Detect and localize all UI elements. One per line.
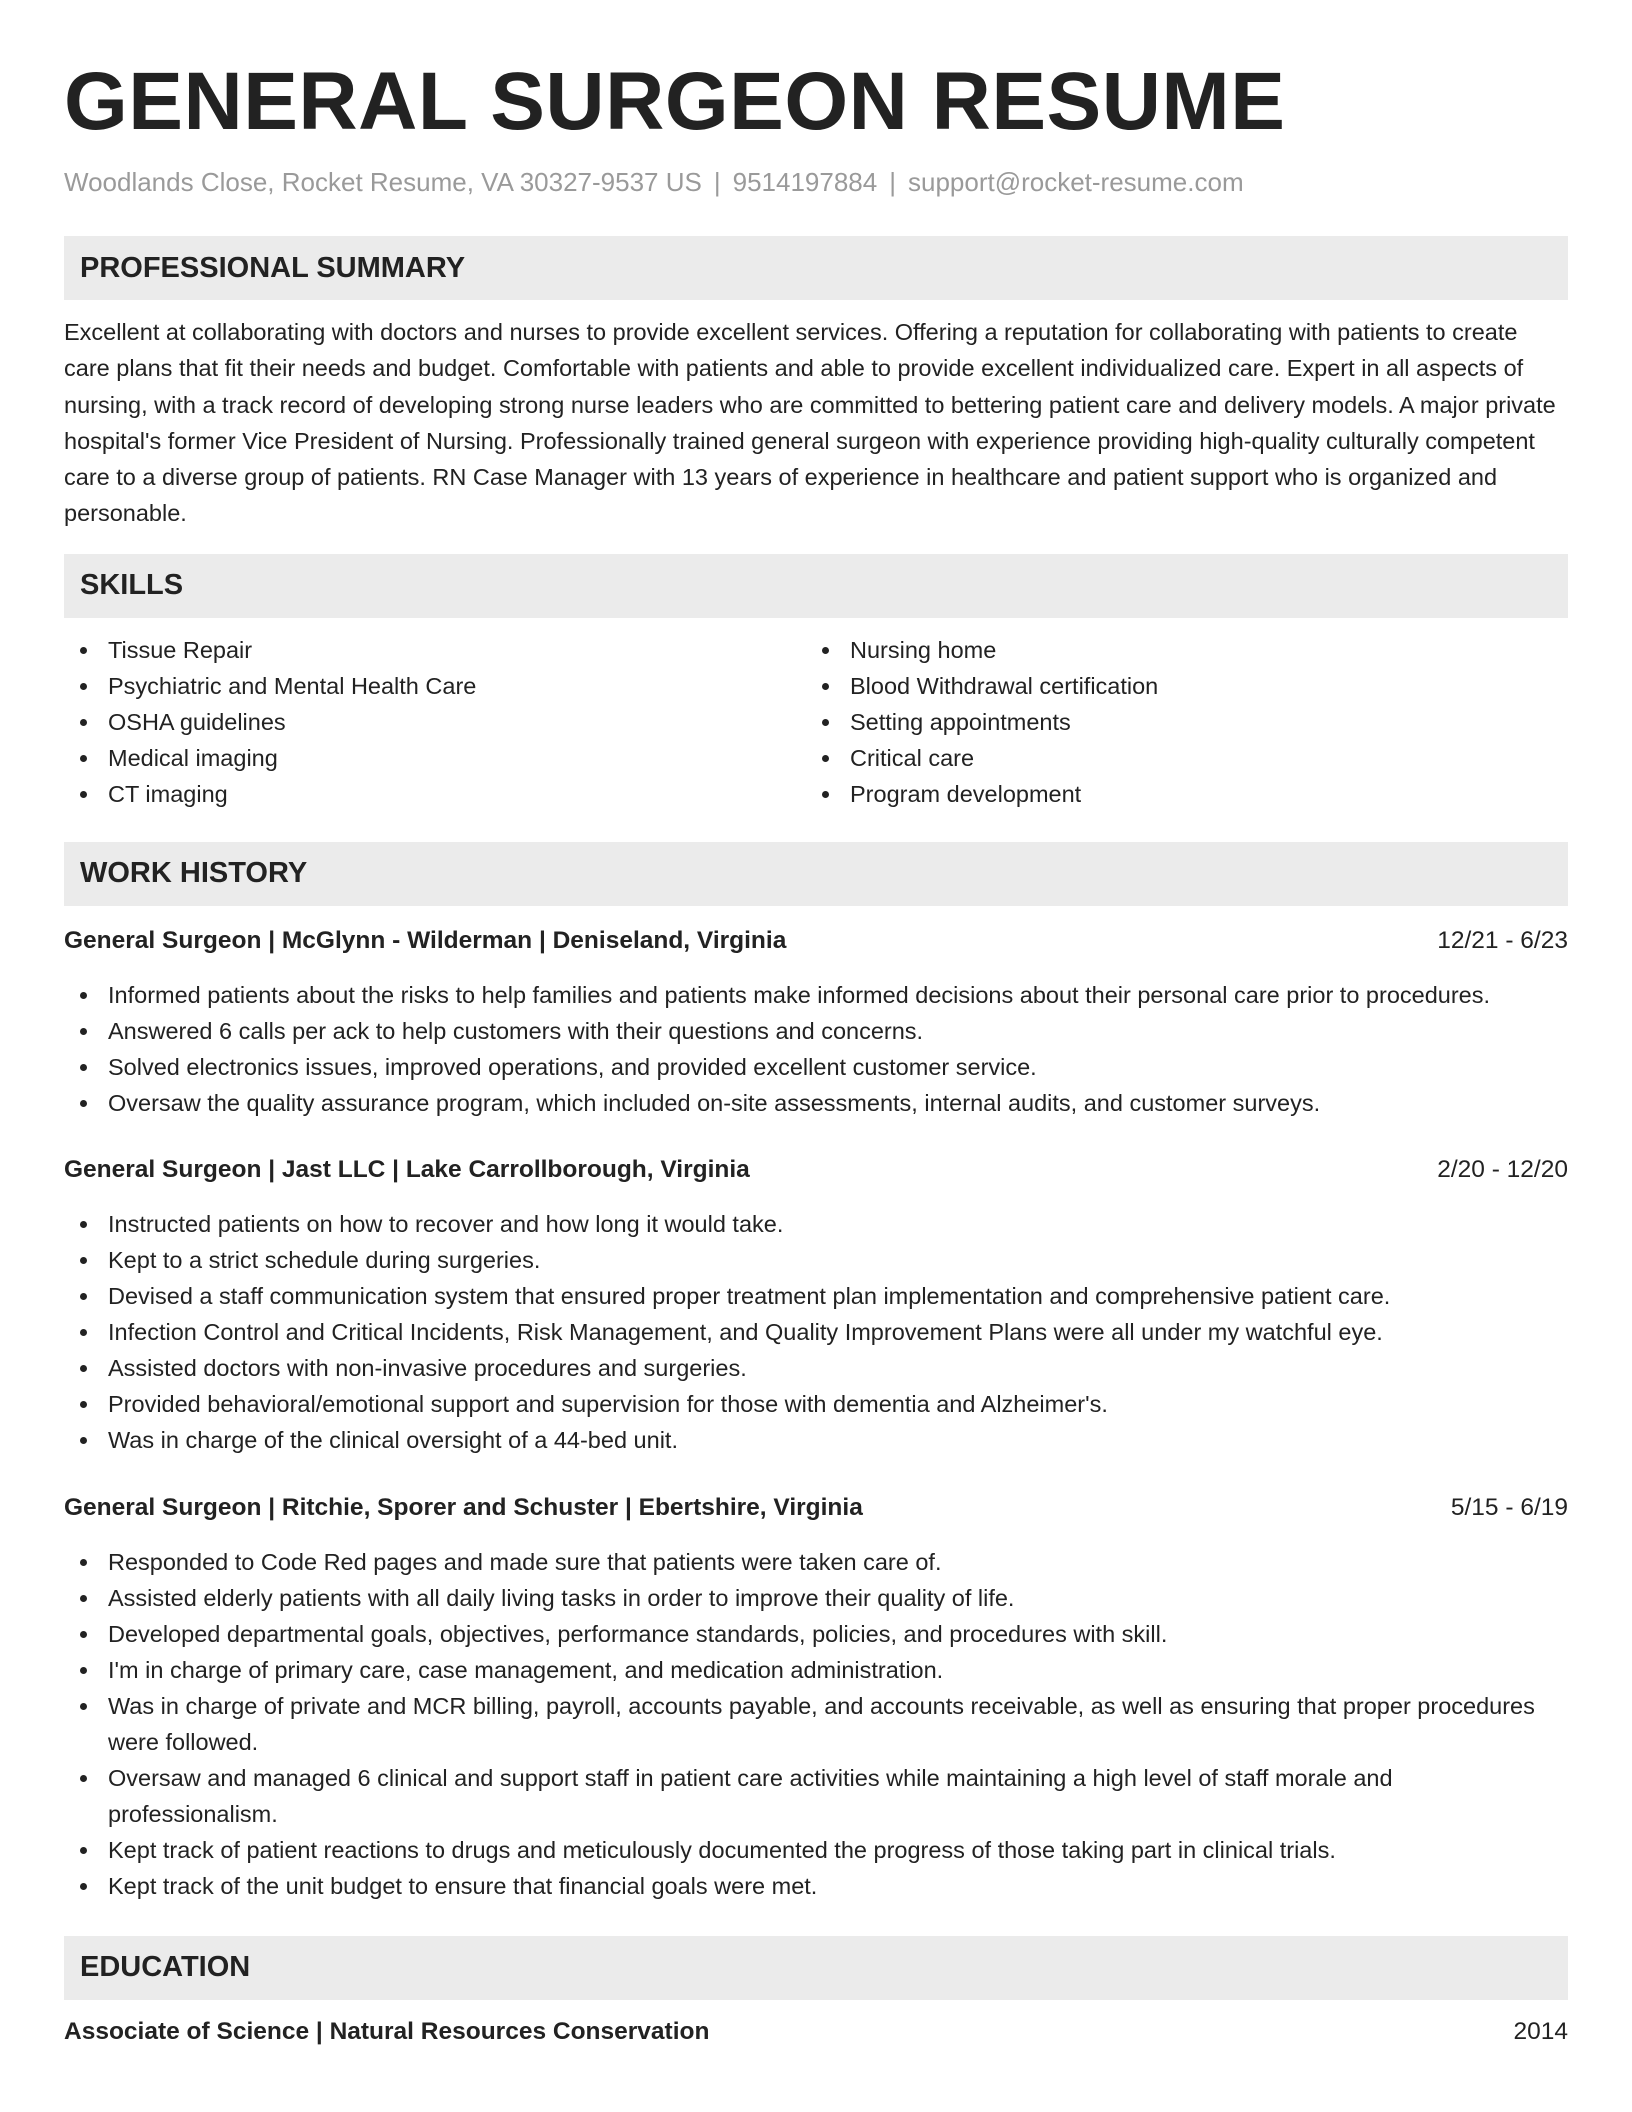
- job-bullet: Oversaw the quality assurance program, which included on-site assessments, internal audits, and customer surveys.: [64, 1085, 1568, 1121]
- job-bullet: Kept track of the unit budget to ensure that financial goals were met.: [64, 1868, 1568, 1904]
- job-title: General Surgeon | Ritchie, Sporer and Schuster | Ebertshire, Virginia: [64, 1493, 863, 1521]
- job-bullet: Was in charge of private and MCR billing, payroll, accounts payable, and accounts receivable, as well as ensuring that proper procedures were followed.: [64, 1688, 1568, 1760]
- skill-item: CT imaging: [64, 776, 806, 812]
- section-header-summary: PROFESSIONAL SUMMARY: [64, 236, 1568, 300]
- job-title: General Surgeon | McGlynn - Wilderman | Deniseland, Virginia: [64, 926, 787, 954]
- summary-text: Excellent at collaborating with doctors and nurses to provide excellent services. Offering a reputation for collaborating with patients to create care plans that fit their needs and budget. Comfortable with patients and able to provide excellent individualized care. Expert in all aspects of nursing, with a track record of developing strong nurse leaders who are committed to bettering patient care and delivery models. A major private hospital's former Vice President of Nursing. Professionally trained general surgeon with experience providing high-quality culturally competent care to a diverse group of patients. RN Case Manager with 13 years of experience in healthcare and patient support who is organized and personable.: [64, 319, 1556, 527]
- job-bullet: Solved electronics issues, improved operations, and provided excellent customer service.: [64, 1049, 1568, 1085]
- contact-email: support@rocket-resume.com: [907, 167, 1244, 197]
- skills-list: [64, 632, 1568, 812]
- job-bullet: Kept to a strict schedule during surgeries.: [64, 1242, 1568, 1278]
- resume-page: [64, 52, 1568, 2050]
- job-header: [64, 1490, 1568, 1526]
- education-year: 2014: [1513, 2017, 1568, 2045]
- skill-item: Critical care: [806, 740, 1548, 776]
- job-bullets: [64, 1206, 1568, 1458]
- job-entry: [64, 923, 1568, 1121]
- job-bullet: Developed departmental goals, objectives, performance standards, policies, and procedures with skill.: [64, 1616, 1568, 1652]
- job-bullet: Was in charge of the clinical oversight of a 44-bed unit.: [64, 1422, 1568, 1458]
- job-header: [64, 923, 1568, 959]
- section-header-work: WORK HISTORY: [64, 842, 1568, 906]
- skill-item: Psychiatric and Mental Health Care: [64, 668, 806, 704]
- job-bullets: [64, 977, 1568, 1121]
- job-title: General Surgeon | Jast LLC | Lake Carrollborough, Virginia: [64, 1155, 750, 1183]
- skill-item: OSHA guidelines: [64, 704, 806, 740]
- job-bullet: I'm in charge of primary care, case management, and medication administration.: [64, 1652, 1568, 1688]
- skill-item: Setting appointments: [806, 704, 1548, 740]
- education-entry: [64, 2014, 1568, 2050]
- contact-separator: |: [713, 167, 721, 197]
- resume-title: GENERAL SURGEON RESUME: [64, 56, 1286, 147]
- skills-column-left: [64, 632, 806, 812]
- job-bullet: Responded to Code Red pages and made sure that patients were taken care of.: [64, 1544, 1568, 1580]
- skills-column-right: [806, 632, 1548, 812]
- job-entry: [64, 1490, 1568, 1904]
- skill-item: Blood Withdrawal certification: [806, 668, 1548, 704]
- contact-address: Woodlands Close, Rocket Resume, VA 30327-9537 US: [64, 167, 702, 197]
- contact-line: [64, 164, 1568, 200]
- job-header: [64, 1152, 1568, 1188]
- job-dates: 2/20 - 12/20: [1437, 1155, 1568, 1183]
- job-bullet: Assisted elderly patients with all daily living tasks in order to improve their quality of life.: [64, 1580, 1568, 1616]
- job-dates: 12/21 - 6/23: [1437, 926, 1568, 954]
- skill-item: Nursing home: [806, 632, 1548, 668]
- job-bullet: Kept track of patient reactions to drugs and meticulously documented the progress of those taking part in clinical trials.: [64, 1832, 1568, 1868]
- section-header-education: EDUCATION: [64, 1936, 1568, 2000]
- job-bullets: [64, 1544, 1568, 1904]
- job-bullet: Oversaw and managed 6 clinical and support staff in patient care activities while maintaining a high level of staff morale and professionalism.: [64, 1760, 1568, 1832]
- contact-phone: 9514197884: [732, 167, 878, 197]
- contact-separator: |: [889, 167, 896, 197]
- job-bullet: Answered 6 calls per ack to help customers with their questions and concerns.: [64, 1013, 1568, 1049]
- skill-item: Tissue Repair: [64, 632, 806, 668]
- job-bullet: Instructed patients on how to recover and how long it would take.: [64, 1206, 1568, 1242]
- job-bullet: Devised a staff communication system that ensured proper treatment plan implementation and comprehensive patient care.: [64, 1278, 1568, 1314]
- education-degree: Associate of Science | Natural Resources Conservation: [64, 2017, 710, 2045]
- section-header-skills: SKILLS: [64, 554, 1568, 618]
- job-bullet: Assisted doctors with non-invasive procedures and surgeries.: [64, 1350, 1568, 1386]
- job-entry: [64, 1152, 1568, 1458]
- skill-item: Medical imaging: [64, 740, 806, 776]
- skill-item: Program development: [806, 776, 1548, 812]
- job-bullet: Provided behavioral/emotional support and supervision for those with dementia and Alzheimer's.: [64, 1386, 1568, 1422]
- job-bullet: Infection Control and Critical Incidents, Risk Management, and Quality Improvement Plans were all under my watchful eye.: [64, 1314, 1568, 1350]
- job-bullet: Informed patients about the risks to help families and patients make informed decisions about their personal care prior to procedures.: [64, 977, 1568, 1013]
- job-dates: 5/15 - 6/19: [1450, 1493, 1568, 1521]
